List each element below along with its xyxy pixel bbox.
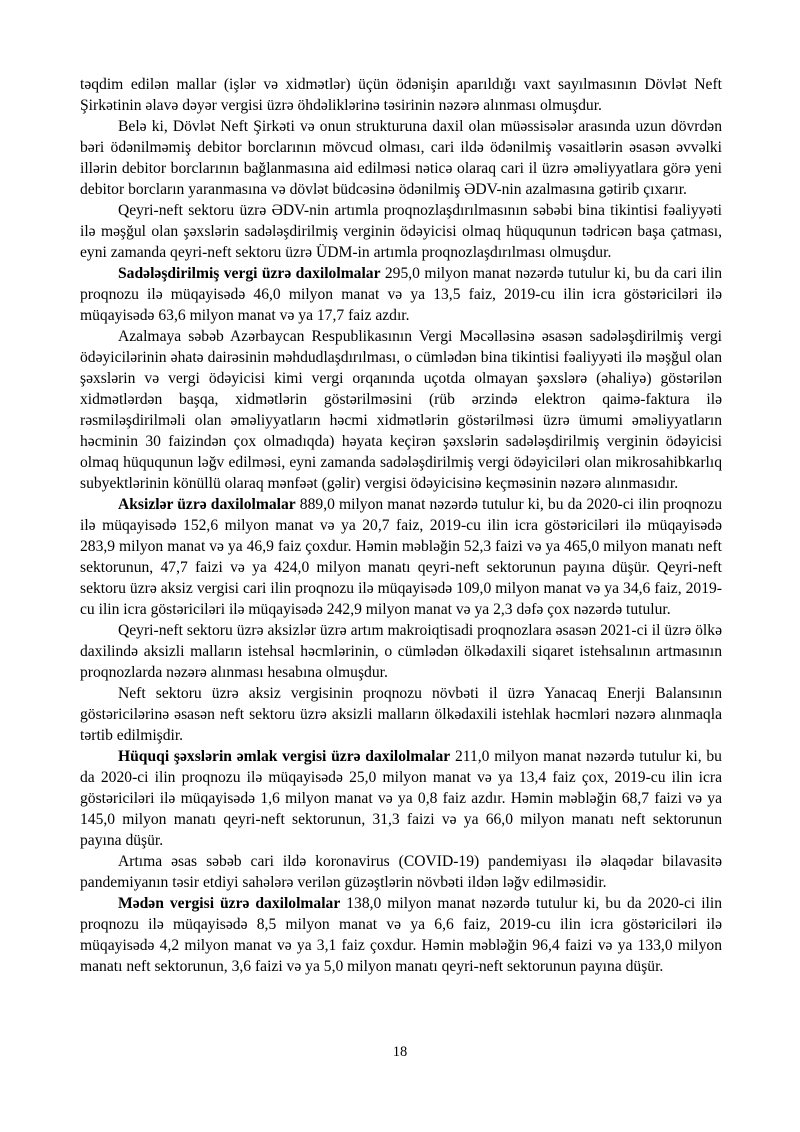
paragraph-11-bold-lead: Mədən vergisi üzrə daxilolmalar	[118, 895, 341, 912]
paragraph-6: Aksizlər üzrə daxilolmalar 889,0 milyon manat nəzərdə tutulur ki, bu da 2020-ci ilin proqnozu ilə müqayisədə 152,6 milyon manat və ya 20,7 faiz, 2019-cu ilin icra göstəriciləri ilə müqayisədə 283,9 milyon manat və ya 46,9 faiz çoxdur. Həmin məbləğin 52,3 faizi və ya 465,0 milyon manatı neft sektorunun, 47,7 faizi və ya 424,0 milyon manatı qeyri-neft sektorunun payına düşür. Qeyri-neft sektoru üzrə aksiz vergisi cari ilin proqnozu ilə müqayisədə 109,0 milyon manat və ya 34,6 faiz, 2019-cu ilin icra göstəriciləri ilə müqayisədə 242,9 milyon manat və ya 2,3 dəfə çox nəzərdə tutulur.	[80, 496, 722, 618]
paragraph-7: Qeyri-neft sektoru üzrə aksizlər üzrə artım makroiqtisadi proqnozlara əsasən 2021-ci il üzrə ölkə daxilində aksizli malların istehsal həcmlərinin, o cümlədən ölkədaxili siqaret istehsalının artmasının proqnozlarda nəzərə alınması hesabına olmuşdur.	[80, 622, 722, 681]
paragraph-8: Neft sektoru üzrə aksiz vergisinin proqnozu növbəti il üzrə Yanacaq Enerji Balansının göstəricilərinə əsasən neft sektoru üzrə aksizli malların ölkədaxili istehlak həcmləri nəzərə alınmaqla tərtib edilmişdir.	[80, 685, 722, 744]
paragraph-9-bold-lead: Hüquqi şəxslərin əmlak vergisi üzrə daxilolmalar	[118, 748, 451, 765]
page-number: 18	[392, 1044, 408, 1060]
paragraph-10: Artıma əsas səbəb cari ildə koronavirus (COVID-19) pandemiyası ilə əlaqədar bilavasitə pandemiyanın təsir etdiyi sahələrə verilən güzəştlərin növbəti ildən ləğv edilməsidir.	[80, 853, 722, 891]
paragraph-11: Mədən vergisi üzrə daxilolmalar 138,0 milyon manat nəzərdə tutulur ki, bu da 2020-ci ilin proqnozu ilə müqayisədə 8,5 milyon manat və ya 6,6 faiz, 2019-cu ilin icra göstəriciləri ilə müqayisədə 4,2 milyon manat və ya 3,1 faiz çoxdur. Həmin məbləğin 96,4 faizi və ya 133,0 milyon manatı neft sektorunun, 3,6 faizi və ya 5,0 milyon manatı qeyri-neft sektorunun payına düşür.	[80, 895, 722, 975]
paragraph-1: təqdim edilən mallar (işlər və xidmətlər) üçün ödənişin aparıldığı vaxt sayılmasının Dövlət Neft Şirkətinin əlavə dəyər vergisi üzrə öhdəliklərinə təsirinin nəzərə alınması olmuşdur.	[80, 76, 722, 114]
paragraph-2: Belə ki, Dövlət Neft Şirkəti və onun strukturuna daxil olan müəssisələr arasında uzun dövrdən bəri ödənilməmiş debitor borclarının mövcud olması, cari ildə ödənilmiş vəsaitlərin əsasən əvvəlki illərin debitor borclarının bağlanmasına aid edilməsi nəticə olaraq cari il üzrə əməliyyatlara görə yeni debitor borcların yaranmasına və dövlət büdcəsinə ödənilmiş ƏDV-nin azalmasına gətirib çıxarır.	[80, 118, 722, 198]
document-body	[80, 74, 722, 977]
paragraph-4-bold-lead: Sadələşdirilmiş vergi üzrə daxilolmalar	[118, 265, 381, 282]
paragraph-4: Sadələşdirilmiş vergi üzrə daxilolmalar 295,0 milyon manat nəzərdə tutulur ki, bu da cari ilin proqnozu ilə müqayisədə 46,0 milyon manat və ya 13,5 faiz, 2019-cu ilin icra göstəriciləri ilə müqayisədə 63,6 milyon manat və ya 17,7 faiz azdır.	[80, 265, 722, 324]
paragraph-5: Azalmaya səbəb Azərbaycan Respublikasının Vergi Məcəlləsinə əsasən sadələşdirilmiş vergi ödəyicilərinin əhatə dairəsinin məhdudlaşdırılması, o cümlədən bina tikintisi fəaliyyəti ilə məşğul olan şəxslərin və vergi ödəyicisi kimi vergi orqanında uçotda olmayan şəxslərə (əhaliyə) göstərilən xidmətlərdən başqa, xidmətlərin göstərilməsini (rüb ərzində elektron qaimə-faktura ilə rəsmiləşdirilməli olan əməliyyatların həcmi xidmətlərin göstərilməsi üzrə ümumi əməliyyatların həcminin 30 faizindən çox olmadıqda) həyata keçirən şəxslərin sadələşdirilmiş verginin ödəyicisi olmaq hüququnun ləğv edilməsi, eyni zamanda sadələşdirilmiş vergi ödəyiciləri olan mikrosahibkarlıq subyektlərinin könüllü olaraq mənfəət (gəlir) vergisi ödəyicisinə keçməsinin nəzərə alınmasıdır.	[80, 328, 722, 492]
paragraph-3: Qeyri-neft sektoru üzrə ƏDV-nin artımla proqnozlaşdırılmasının səbəbi bina tikintisi fəaliyyəti ilə məşğul olan şəxslərin sadələşdirilmiş verginin ödəyicisi olmaq hüququnun tədricən başa çatması, eyni zamanda qeyri-neft sektoru üzrə ÜDM-in artımla proqnozlaşdırılması olmuşdur.	[80, 202, 722, 261]
paragraph-6-bold-lead: Aksizlər üzrə daxilolmalar	[118, 496, 296, 513]
paragraph-9: Hüquqi şəxslərin əmlak vergisi üzrə daxilolmalar 211,0 milyon manat nəzərdə tutulur ki, bu da 2020-ci ilin proqnozu ilə müqayisədə 25,0 milyon manat və ya 13,4 faiz çox, 2019-cu ilin icra göstəriciləri ilə müqayisədə 1,6 milyon manat və ya 0,8 faiz azdır. Həmin məbləğin 68,7 faizi və ya 145,0 milyon manatı qeyri-neft sektorunun, 31,3 faizi və ya 66,0 milyon manatı neft sektorunun payına düşür.	[80, 748, 722, 849]
